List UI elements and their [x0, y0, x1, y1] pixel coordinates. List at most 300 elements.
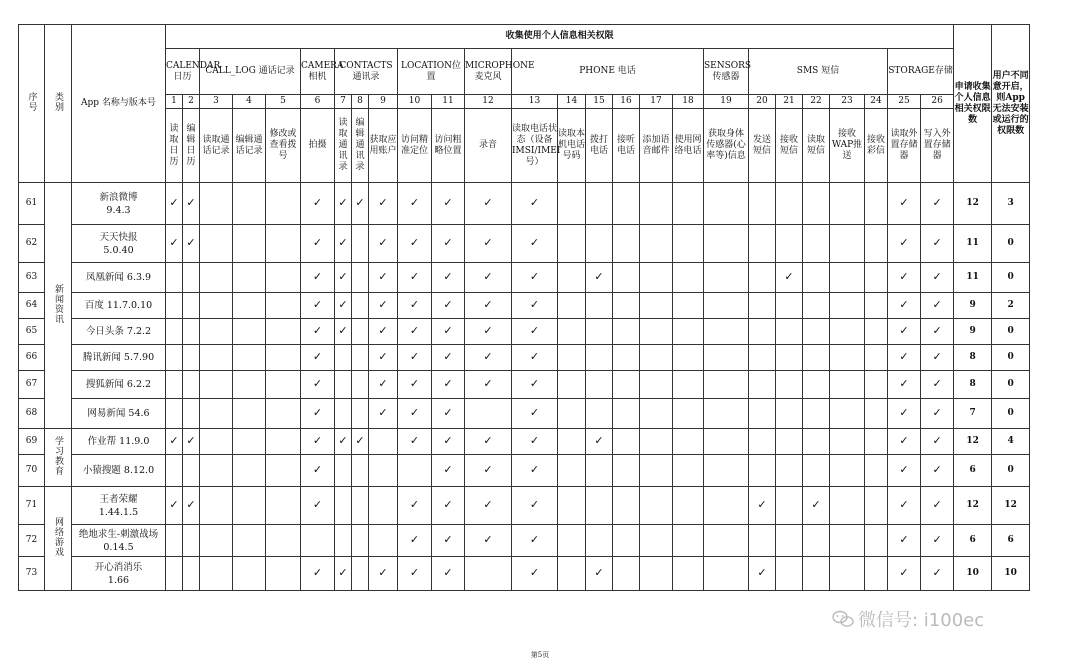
- permission-cell: [888, 429, 921, 455]
- permission-cell: [233, 429, 266, 455]
- check-icon: ✓: [378, 236, 388, 249]
- app-name-cell: [72, 293, 166, 319]
- check-icon: ✓: [378, 566, 388, 579]
- permission-cell: [432, 345, 465, 371]
- permission-cell: [301, 183, 335, 225]
- permission-cell: [512, 371, 558, 399]
- permission-cell: [704, 455, 749, 487]
- permission-cell: [301, 345, 335, 371]
- check-icon: ✓: [338, 566, 348, 579]
- permission-cell: [335, 455, 352, 487]
- check-icon: ✓: [529, 406, 540, 419]
- permission-cell: [613, 263, 640, 293]
- permission-cell: [749, 183, 776, 225]
- permission-header: [398, 109, 432, 183]
- permission-cell: [233, 225, 266, 263]
- permission-cell: [183, 319, 200, 345]
- permission-cell: [398, 557, 432, 591]
- row-seq-text: 66: [25, 352, 38, 362]
- permission-cell: [749, 263, 776, 293]
- permission-cell: [888, 293, 921, 319]
- permission-cell: [749, 525, 776, 557]
- table-row: [19, 225, 1030, 263]
- refuse-cell: [992, 319, 1030, 345]
- permission-cell: [640, 557, 673, 591]
- row-seq: [19, 429, 45, 455]
- permission-cell: [233, 319, 266, 345]
- col-number: [465, 95, 512, 109]
- check-icon: ✓: [594, 434, 604, 447]
- check-icon: ✓: [312, 406, 323, 419]
- app-name: 绝地求生-刺激战场 0.14.5: [78, 528, 159, 553]
- permission-cell: [640, 487, 673, 525]
- refuse-cell-text: 0: [1007, 352, 1014, 362]
- permission-header: [673, 109, 704, 183]
- group-header: [398, 49, 465, 95]
- permission-cell: [301, 525, 335, 557]
- permission-cell: [335, 225, 352, 263]
- count-cell-text: 11: [966, 272, 979, 282]
- app-name-cell: [72, 345, 166, 371]
- permission-header: [776, 109, 803, 183]
- check-icon: ✓: [312, 463, 323, 476]
- permission-cell: [398, 487, 432, 525]
- permission-cell: [888, 263, 921, 293]
- permission-cell: [921, 319, 954, 345]
- permission-cell: [803, 293, 830, 319]
- permission-cell: [586, 225, 613, 263]
- check-icon: ✓: [529, 434, 540, 447]
- permission-cell: [465, 345, 512, 371]
- app-name: 网易新闻 54.6: [87, 408, 150, 419]
- check-icon: ✓: [378, 406, 388, 419]
- check-icon: ✓: [529, 196, 540, 209]
- col-number: [888, 95, 921, 109]
- check-icon: ✓: [529, 236, 540, 249]
- permission-header-text: 写入外置存储器: [923, 129, 951, 161]
- check-icon: ✓: [932, 463, 942, 476]
- permission-cell: [266, 225, 301, 263]
- permission-cell: [776, 399, 803, 429]
- table-row: [19, 319, 1030, 345]
- permission-cell: [921, 455, 954, 487]
- check-icon: ✓: [932, 236, 942, 249]
- permission-header: [233, 109, 266, 183]
- permission-cell: [183, 183, 200, 225]
- app-name: 小猿搜题 8.12.0: [82, 465, 155, 476]
- permission-header: [432, 109, 465, 183]
- permission-header: [558, 109, 586, 183]
- category-cell-text: 学习教育: [53, 435, 63, 476]
- permission-cell: [335, 525, 352, 557]
- permission-cell: [233, 293, 266, 319]
- col-number: [776, 95, 803, 109]
- col-number-text: 1: [171, 96, 177, 106]
- permission-cell: [335, 429, 352, 455]
- permission-cell: [432, 557, 465, 591]
- permission-cell: [640, 429, 673, 455]
- permission-cell: [830, 487, 865, 525]
- header-seq-text: 序号: [26, 91, 37, 112]
- check-icon: ✓: [529, 324, 540, 337]
- check-icon: ✓: [443, 236, 453, 249]
- permission-cell: [749, 557, 776, 591]
- permission-cell: [704, 487, 749, 525]
- permission-header-text: 读取短信: [806, 134, 825, 156]
- permission-cell: [558, 183, 586, 225]
- permission-cell: [749, 319, 776, 345]
- permission-cell: [301, 429, 335, 455]
- permission-cell: [558, 399, 586, 429]
- permission-cell: [432, 399, 465, 429]
- app-name-cell: [72, 263, 166, 293]
- permission-cell: [352, 455, 369, 487]
- group-header-text: MICROPHONE麦克风: [465, 60, 535, 82]
- permission-cell: [200, 225, 233, 263]
- permission-header-text: 访问精准定位: [400, 134, 428, 156]
- group-header: [200, 49, 301, 95]
- check-icon: ✓: [338, 434, 348, 447]
- permission-cell: [749, 399, 776, 429]
- col-number: [558, 95, 586, 109]
- permission-cell: [432, 225, 465, 263]
- refuse-cell: [992, 183, 1030, 225]
- col-number-text: 11: [442, 96, 454, 106]
- permission-cell: [830, 429, 865, 455]
- check-icon: ✓: [899, 406, 909, 419]
- permission-cell: [512, 525, 558, 557]
- count-cell: [954, 183, 992, 225]
- col-number-text: 6: [314, 96, 321, 106]
- check-icon: ✓: [378, 196, 388, 209]
- permission-cell: [830, 399, 865, 429]
- permission-cell: [369, 225, 398, 263]
- check-icon: ✓: [355, 434, 365, 447]
- permission-cell: [673, 525, 704, 557]
- check-icon: ✓: [409, 566, 420, 579]
- check-icon: ✓: [338, 298, 348, 311]
- check-icon: ✓: [409, 324, 420, 337]
- permission-cell: [830, 183, 865, 225]
- check-icon: ✓: [378, 324, 388, 337]
- check-icon: ✓: [443, 324, 453, 337]
- app-version: 1.44.1.5: [98, 506, 139, 518]
- permission-cell: [369, 263, 398, 293]
- permission-cell: [352, 319, 369, 345]
- permission-header-text: 读取本机电话号码: [558, 129, 586, 161]
- permission-cell: [921, 293, 954, 319]
- col-number: [398, 95, 432, 109]
- col-number: [233, 95, 266, 109]
- permission-cell: [183, 455, 200, 487]
- col-number: [749, 95, 776, 109]
- permission-cell: [613, 319, 640, 345]
- count-cell-text: 12: [966, 436, 979, 446]
- permission-cell: [369, 399, 398, 429]
- permission-cell: [749, 345, 776, 371]
- permission-cell: [558, 293, 586, 319]
- check-icon: ✓: [483, 298, 493, 311]
- check-icon: ✓: [338, 196, 348, 209]
- permission-cell: [704, 345, 749, 371]
- col-number: [166, 95, 183, 109]
- permission-cell: [335, 345, 352, 371]
- col-number-text: 4: [246, 96, 252, 106]
- permission-cell: [200, 371, 233, 399]
- permission-cell: [586, 371, 613, 399]
- permission-cell: [921, 429, 954, 455]
- permission-cell: [865, 319, 888, 345]
- check-icon: ✓: [443, 498, 453, 511]
- check-icon: ✓: [186, 434, 196, 447]
- permission-cell: [558, 345, 586, 371]
- permission-cell: [369, 525, 398, 557]
- check-icon: ✓: [483, 196, 493, 209]
- group-header: [301, 49, 344, 95]
- permission-cell: [613, 429, 640, 455]
- col-number: [865, 95, 888, 109]
- permission-cell: [673, 455, 704, 487]
- permission-cell: [865, 345, 888, 371]
- permission-cell: [921, 371, 954, 399]
- refuse-cell-text: 6: [1007, 535, 1014, 545]
- permission-cell: [613, 345, 640, 371]
- col-number-text: 26: [931, 96, 943, 106]
- check-icon: ✓: [899, 498, 909, 511]
- permission-cell: [369, 345, 398, 371]
- permission-cell: [558, 525, 586, 557]
- permission-cell: [830, 319, 865, 345]
- check-icon: ✓: [483, 236, 493, 249]
- permission-header: [183, 109, 200, 183]
- permission-cell: [865, 399, 888, 429]
- refuse-cell: [992, 429, 1030, 455]
- check-icon: ✓: [529, 270, 540, 283]
- permission-cell: [369, 371, 398, 399]
- permission-cell: [640, 399, 673, 429]
- check-icon: ✓: [899, 533, 909, 546]
- check-icon: ✓: [443, 406, 453, 419]
- count-cell: [954, 429, 992, 455]
- check-icon: ✓: [338, 270, 348, 283]
- col-number: [830, 95, 865, 109]
- permission-cell: [301, 263, 335, 293]
- permission-header-text: 接听电话: [616, 134, 635, 156]
- permission-cell: [398, 183, 432, 225]
- check-icon: ✓: [312, 196, 323, 209]
- permission-cell: [335, 371, 352, 399]
- permission-cell: [865, 183, 888, 225]
- header-category: [45, 25, 72, 183]
- check-icon: ✓: [443, 270, 453, 283]
- permission-cell: [865, 293, 888, 319]
- count-cell-text: 6: [969, 535, 976, 545]
- check-icon: ✓: [483, 270, 493, 283]
- group-header: [166, 49, 221, 95]
- permission-cell: [921, 525, 954, 557]
- permission-header: [830, 109, 865, 183]
- col-number: [369, 95, 398, 109]
- app-name-cell: [72, 371, 166, 399]
- permission-cell: [465, 263, 512, 293]
- permission-cell: [512, 263, 558, 293]
- permission-header-text: 使用网络电话: [674, 134, 702, 156]
- permission-cell: [335, 487, 352, 525]
- app-name-cell: [72, 429, 166, 455]
- permission-cell: [673, 557, 704, 591]
- permission-cell: [183, 487, 200, 525]
- col-number-text: 19: [720, 96, 732, 106]
- permission-cell: [200, 345, 233, 371]
- count-cell: [954, 525, 992, 557]
- col-number-text: 16: [620, 96, 632, 106]
- permission-cell: [803, 429, 830, 455]
- permission-header-text: 拍摄: [308, 140, 327, 150]
- permission-cell: [432, 455, 465, 487]
- check-icon: ✓: [443, 298, 453, 311]
- permission-cell: [166, 293, 183, 319]
- permission-cell: [200, 183, 233, 225]
- table-row: [19, 293, 1030, 319]
- permission-cell: [673, 371, 704, 399]
- permission-cell: [233, 399, 266, 429]
- permission-cell: [830, 345, 865, 371]
- permission-cell: [200, 293, 233, 319]
- permission-cell: [888, 455, 921, 487]
- permission-cell: [803, 319, 830, 345]
- refuse-cell-text: 0: [1007, 379, 1014, 389]
- check-icon: ✓: [932, 350, 942, 363]
- permission-cell: [865, 429, 888, 455]
- permission-cell: [558, 263, 586, 293]
- permission-cell: [301, 293, 335, 319]
- check-icon: ✓: [529, 463, 540, 476]
- permission-cell: [888, 557, 921, 591]
- count-cell: [954, 557, 992, 591]
- permission-cell: [352, 525, 369, 557]
- check-icon: ✓: [483, 434, 493, 447]
- permission-cell: [183, 293, 200, 319]
- permission-cell: [465, 399, 512, 429]
- col-number-text: 17: [650, 96, 662, 106]
- count-cell-text: 8: [969, 379, 976, 389]
- permission-cell: [266, 319, 301, 345]
- refuse-cell: [992, 525, 1030, 557]
- check-icon: ✓: [338, 236, 348, 249]
- app-name: 天天快报: [99, 231, 138, 243]
- check-icon: ✓: [409, 377, 420, 390]
- permission-cell: [369, 183, 398, 225]
- permission-cell: [166, 455, 183, 487]
- col-number-text: 24: [870, 96, 882, 106]
- permission-cell: [233, 525, 266, 557]
- check-icon: ✓: [409, 533, 420, 546]
- check-icon: ✓: [312, 324, 323, 337]
- permission-header-text: 编辑日历: [186, 123, 196, 167]
- check-icon: ✓: [409, 298, 420, 311]
- permission-cell: [803, 183, 830, 225]
- table-row: [19, 525, 1030, 557]
- permission-cell: [830, 525, 865, 557]
- permission-cell: [512, 319, 558, 345]
- permission-cell: [640, 293, 673, 319]
- permission-header: [166, 109, 183, 183]
- check-icon: ✓: [355, 196, 365, 209]
- permission-cell: [586, 399, 613, 429]
- permission-cell: [398, 455, 432, 487]
- permission-cell: [888, 225, 921, 263]
- check-icon: ✓: [529, 377, 540, 390]
- refuse-cell-text: 2: [1007, 300, 1014, 310]
- count-cell: [954, 399, 992, 429]
- table-row: [19, 399, 1030, 429]
- count-cell-text: 12: [966, 500, 979, 510]
- permission-cell: [266, 557, 301, 591]
- permission-cell: [803, 345, 830, 371]
- permission-cell: [183, 429, 200, 455]
- header-app-name: [72, 25, 166, 183]
- check-icon: ✓: [811, 498, 821, 511]
- permission-cell: [352, 399, 369, 429]
- permission-cell: [613, 557, 640, 591]
- permission-cell: [803, 263, 830, 293]
- group-header-text: CALENDAR日历: [166, 60, 221, 82]
- permission-cell: [465, 557, 512, 591]
- permission-cell: [749, 455, 776, 487]
- permission-cell: [512, 399, 558, 429]
- col-number-text: 23: [841, 96, 853, 106]
- app-name: 作业帮 11.9.0: [87, 436, 150, 447]
- permission-cell: [704, 429, 749, 455]
- permission-cell: [749, 487, 776, 525]
- permission-header: [865, 109, 888, 183]
- check-icon: ✓: [186, 236, 196, 249]
- row-seq: [19, 345, 45, 371]
- check-icon: ✓: [529, 498, 540, 511]
- check-icon: ✓: [312, 377, 323, 390]
- permission-cell: [673, 225, 704, 263]
- permission-cell: [352, 487, 369, 525]
- permission-cell: [704, 525, 749, 557]
- header-seq: [19, 25, 45, 183]
- permission-cell: [776, 429, 803, 455]
- app-version: 1.66: [107, 574, 130, 586]
- header-count-text: 申请收集个人信息相关权限数: [954, 81, 991, 125]
- table-row: [19, 371, 1030, 399]
- permission-cell: [301, 399, 335, 429]
- permission-header: [749, 109, 776, 183]
- permission-cell: [673, 345, 704, 371]
- permission-cell: [335, 293, 352, 319]
- refuse-cell: [992, 487, 1030, 525]
- permissions-table: [18, 24, 1030, 591]
- count-cell: [954, 319, 992, 345]
- permission-cell: [865, 455, 888, 487]
- permission-cell: [865, 371, 888, 399]
- app-name: 搜狐新闻 6.2.2: [85, 379, 152, 390]
- check-icon: ✓: [443, 434, 453, 447]
- count-cell-text: 7: [969, 408, 976, 418]
- row-seq-text: 65: [25, 326, 38, 336]
- count-cell-text: 9: [969, 326, 976, 336]
- permission-header-text: 编辑通话记录: [235, 134, 263, 156]
- permission-cell: [704, 225, 749, 263]
- permission-cell: [465, 455, 512, 487]
- table-row: [19, 557, 1030, 591]
- category-cell: [45, 429, 72, 487]
- row-seq: [19, 183, 45, 225]
- permission-cell: [558, 557, 586, 591]
